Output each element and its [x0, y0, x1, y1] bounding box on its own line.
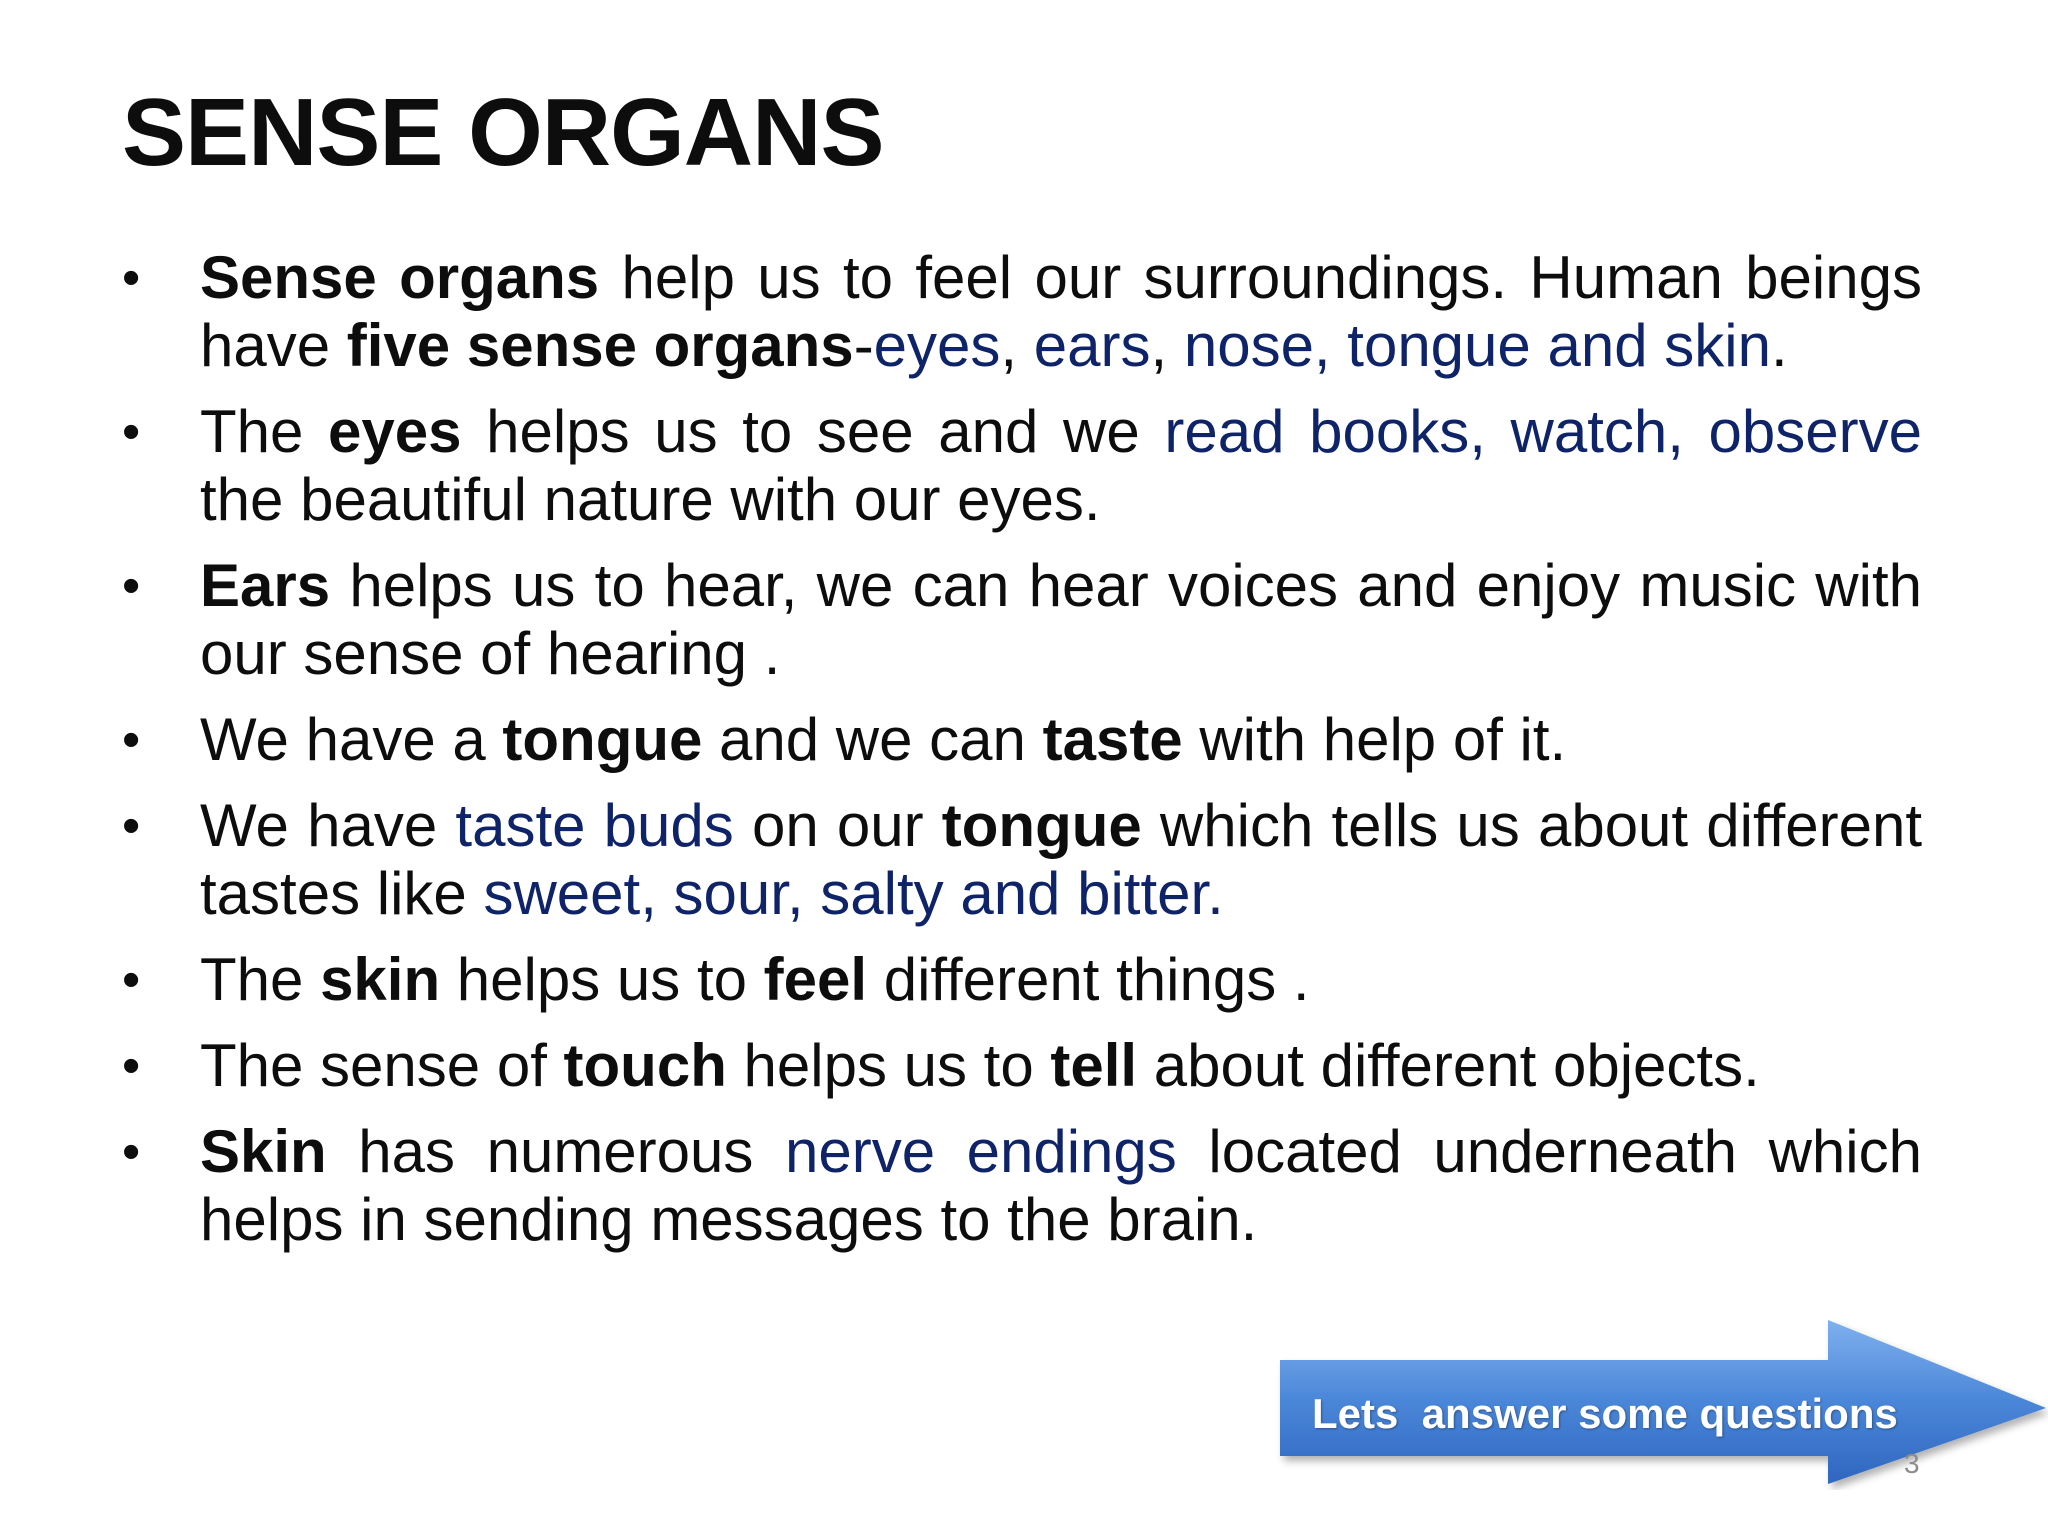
emphasis-text: Ears	[200, 552, 331, 619]
plain-text: The	[200, 398, 329, 465]
bullet-item	[122, 706, 1922, 774]
emphasis-text: tongue	[941, 792, 1142, 859]
questions-button-label: Lets answer some questions	[1312, 1390, 1898, 1437]
plain-text: with help of it.	[1182, 706, 1567, 773]
page-number: 3	[1904, 1448, 1920, 1479]
slide-title: SENSE ORGANS	[122, 79, 884, 186]
bullet-marker: •	[122, 1123, 141, 1181]
highlight-text: read books, watch, observe	[1164, 398, 1922, 465]
bullet-marker: •	[122, 557, 141, 615]
highlight-text: nerve endings	[784, 1118, 1177, 1185]
emphasis-text: Skin	[200, 1118, 327, 1185]
bullet-item	[122, 398, 1922, 534]
bullet-text	[200, 1032, 1760, 1099]
plain-text: helps us to	[726, 1032, 1051, 1099]
plain-text: helps us to hear, we can hear voices and enjoy music with our sense of hearing .	[200, 552, 1922, 687]
bullet-marker: •	[122, 797, 141, 855]
plain-text: .	[1770, 312, 1788, 379]
plain-text: about different objects.	[1137, 1032, 1760, 1099]
plain-text: ,	[1000, 312, 1034, 379]
emphasis-text: tongue	[502, 706, 703, 773]
bullet-text	[200, 398, 1922, 533]
bullet-item	[122, 1118, 1922, 1254]
plain-text: We have	[200, 792, 456, 859]
bullet-item	[122, 946, 1922, 1014]
bullet-marker: •	[122, 711, 141, 769]
highlight-text: nose, tongue and skin	[1183, 312, 1771, 379]
questions-arrow-button[interactable]	[1276, 1318, 2048, 1490]
bullet-marker: •	[122, 951, 141, 1009]
emphasis-text: five sense organs	[346, 312, 854, 379]
plain-text: has numerous	[326, 1118, 785, 1185]
emphasis-text: feel	[763, 946, 868, 1013]
emphasis-text: skin	[320, 946, 441, 1013]
bullet-text	[200, 552, 1922, 687]
plain-text: located underneath which helps in sending messages to the brain.	[200, 1118, 1922, 1253]
plain-text: The sense of	[200, 1032, 564, 1099]
bullet-item	[122, 792, 1922, 928]
plain-text: which tells us about different tastes like	[200, 792, 1922, 927]
bullet-text	[200, 946, 1310, 1013]
bullet-text	[200, 706, 1566, 773]
bullet-item	[122, 1032, 1922, 1100]
bullet-item	[122, 552, 1922, 688]
plain-text: ,	[1150, 312, 1184, 379]
emphasis-text: touch	[563, 1032, 727, 1099]
bullet-text	[200, 244, 1922, 379]
plain-text: helps us to	[440, 946, 764, 1013]
highlight-text: eyes	[873, 312, 1001, 379]
plain-text: help us to feel our surroundings. Human beings have	[200, 244, 1922, 379]
highlight-text: taste buds	[455, 792, 734, 859]
bullet-marker: •	[122, 403, 141, 461]
plain-text: helps us to see and we	[461, 398, 1165, 465]
plain-text: We have a	[200, 706, 503, 773]
plain-text: -	[853, 312, 874, 379]
emphasis-text: tell	[1050, 1032, 1138, 1099]
emphasis-text: eyes	[328, 398, 462, 465]
plain-text: the beautiful nature with our eyes.	[200, 466, 1101, 533]
bullet-marker: •	[122, 249, 141, 307]
plain-text: on our	[733, 792, 942, 859]
plain-text: The	[200, 946, 321, 1013]
bullet-text	[200, 1118, 1922, 1253]
bullet-text	[200, 792, 1922, 927]
emphasis-text: taste	[1042, 706, 1183, 773]
bullet-marker: •	[122, 1037, 141, 1095]
plain-text: and we can	[702, 706, 1043, 773]
highlight-text: sweet, sour, salty and bitter.	[483, 860, 1224, 927]
bullet-list	[122, 244, 1922, 1272]
emphasis-text: Sense organs	[200, 244, 600, 311]
bullet-item	[122, 244, 1922, 380]
highlight-text: ears	[1033, 312, 1151, 379]
plain-text: different things .	[867, 946, 1310, 1013]
